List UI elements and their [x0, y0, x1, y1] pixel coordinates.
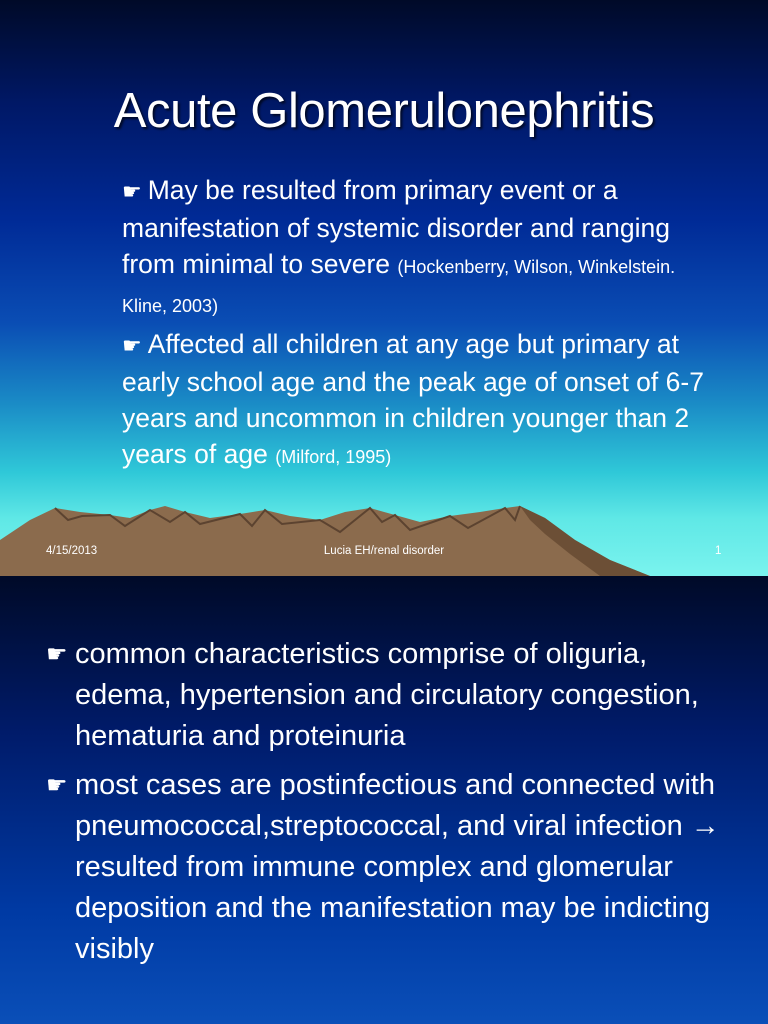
pointing-hand-icon: ☛ — [122, 333, 142, 358]
bullet-citation: (Milford, 1995) — [275, 447, 392, 467]
pointing-hand-icon: ☛ — [46, 772, 68, 799]
pointing-hand-icon: ☛ — [122, 179, 142, 204]
bullet-citation: (Hockenberry, Wilson, Winkelstein. Kline, 2003) — [122, 257, 676, 316]
bullet-item — [46, 765, 746, 970]
slide-2-body — [46, 634, 746, 978]
mountain-range-graphic — [0, 490, 768, 576]
mountain-shape — [0, 506, 650, 576]
pointing-hand-icon: ☛ — [46, 641, 68, 668]
slide-2 — [0, 576, 768, 1024]
bullet-text: Affected all children at any age but primary at early school age and the peak age of onset of 6-7 years and uncommon in children younger than 2 years of age — [122, 329, 704, 469]
bullet-text: May be resulted from primary event or a manifestation of systemic disorder and ranging from minimal to severe — [122, 175, 670, 279]
slide-1-body — [122, 172, 722, 477]
bullet-text: most cases are postinfectious and connected with pneumococcal,streptococcal, and viral infection → resulted from immune complex and glomerular deposition and the manifestation may be indicting visibly — [75, 769, 720, 965]
bullet-text: common characteristics comprise of oliguria, edema, hypertension and circulatory congestion, hematuria and proteinuria — [75, 638, 699, 752]
bullet-item — [122, 172, 722, 324]
footer-page-number: 1 — [715, 545, 722, 557]
footer-author: Lucia EH/renal disorder — [323, 545, 445, 557]
footer-date: 4/15/2013 — [46, 545, 98, 557]
bullet-item — [46, 634, 746, 757]
slide-title: Acute Glomerulonephritis — [113, 84, 655, 138]
bullet-item — [122, 326, 722, 475]
